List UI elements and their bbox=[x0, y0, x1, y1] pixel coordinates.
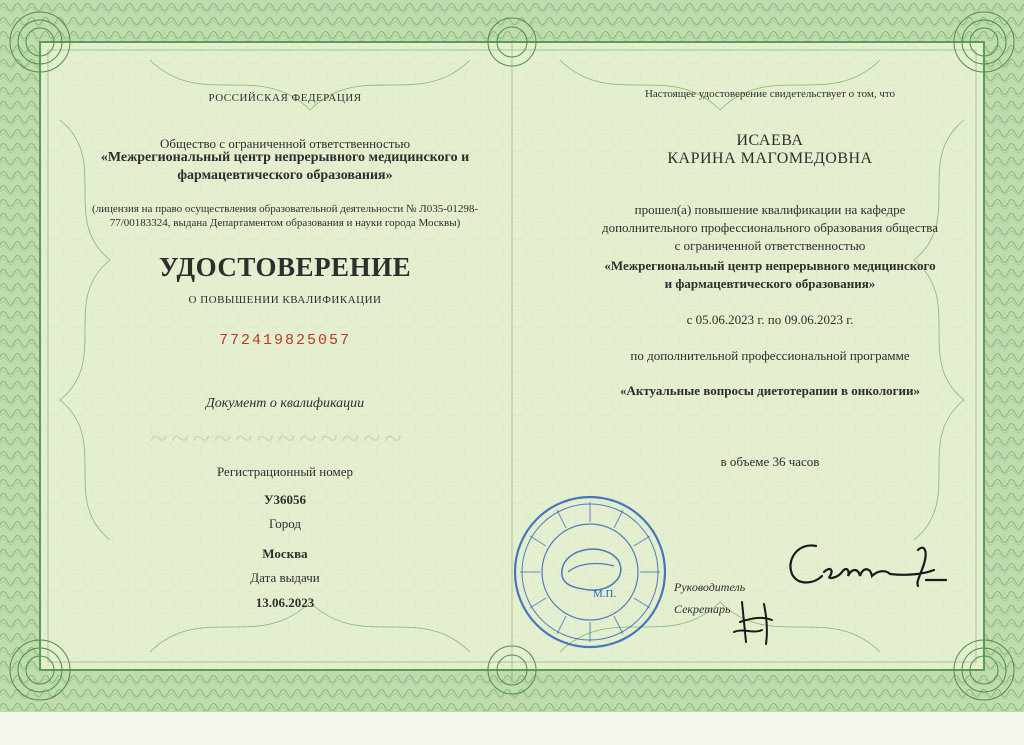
org-line2: и фармацевтического образования» bbox=[664, 276, 876, 291]
serial-number: 772419825057 bbox=[218, 332, 352, 349]
intro-text: Настоящее удостоверение свидетельствует о том, что bbox=[644, 88, 896, 100]
organization-seal bbox=[510, 492, 670, 652]
org-type: Общество с ограниченной ответственностью bbox=[159, 136, 411, 151]
head-signature bbox=[778, 536, 948, 606]
license-line2: 77/00183324, выдана Департаментом образования и науки города Москвы) bbox=[109, 217, 461, 229]
body-line3: с ограниченной ответственностью bbox=[674, 238, 866, 253]
registration-label: Регистрационный номер bbox=[217, 464, 353, 479]
body-line1: прошел(а) повышение квалификации на кафедре bbox=[634, 202, 906, 217]
org-name-line2: фармацевтического образования» bbox=[177, 168, 393, 183]
registration-number: У36056 bbox=[263, 492, 307, 507]
city-value: Москва bbox=[262, 546, 308, 561]
program-name: «Актуальные вопросы диетотерапии в онкологии» bbox=[619, 383, 921, 398]
secretary-label: Секретарь bbox=[674, 602, 731, 616]
head-label: Руководитель bbox=[674, 580, 746, 594]
seal-place-label: М.П. bbox=[593, 588, 617, 600]
body-line2: дополнительного профессионального образования общества bbox=[601, 220, 939, 235]
study-period: с 05.06.2023 г. по 09.06.2023 г. bbox=[686, 312, 854, 327]
country-label: РОССИЙСКАЯ ФЕДЕРАЦИЯ bbox=[208, 92, 362, 104]
org-line1: «Межрегиональный центр непрерывного медицинского bbox=[604, 258, 936, 273]
issue-date-label: Дата выдачи bbox=[250, 570, 320, 585]
city-label: Город bbox=[268, 516, 302, 531]
secretary-signature bbox=[732, 594, 792, 650]
program-volume: в объеме 36 часов bbox=[720, 454, 820, 469]
document-title: УДОСТОВЕРЕНИЕ bbox=[158, 252, 412, 282]
issue-date-value: 13.06.2023 bbox=[255, 595, 315, 610]
program-intro: по дополнительной профессиональной программе bbox=[630, 348, 910, 363]
document-kind: Документ о квалификации bbox=[205, 396, 365, 411]
holder-surname: ИСАЕВА bbox=[736, 132, 804, 149]
left-page bbox=[60, 0, 510, 712]
holder-name: КАРИНА МАГОМЕДОВНА bbox=[667, 150, 873, 167]
org-name-line1: «Межрегиональный центр непрерывного медицинского и bbox=[100, 150, 470, 165]
document-subtitle: О ПОВЫШЕНИИ КВАЛИФИКАЦИИ bbox=[188, 294, 382, 306]
watermark-pattern: ~~~~~~~~~~~~ bbox=[150, 420, 406, 456]
license-line1: (лицензия на право осуществления образовательной деятельности № Л035-01298- bbox=[91, 203, 479, 215]
